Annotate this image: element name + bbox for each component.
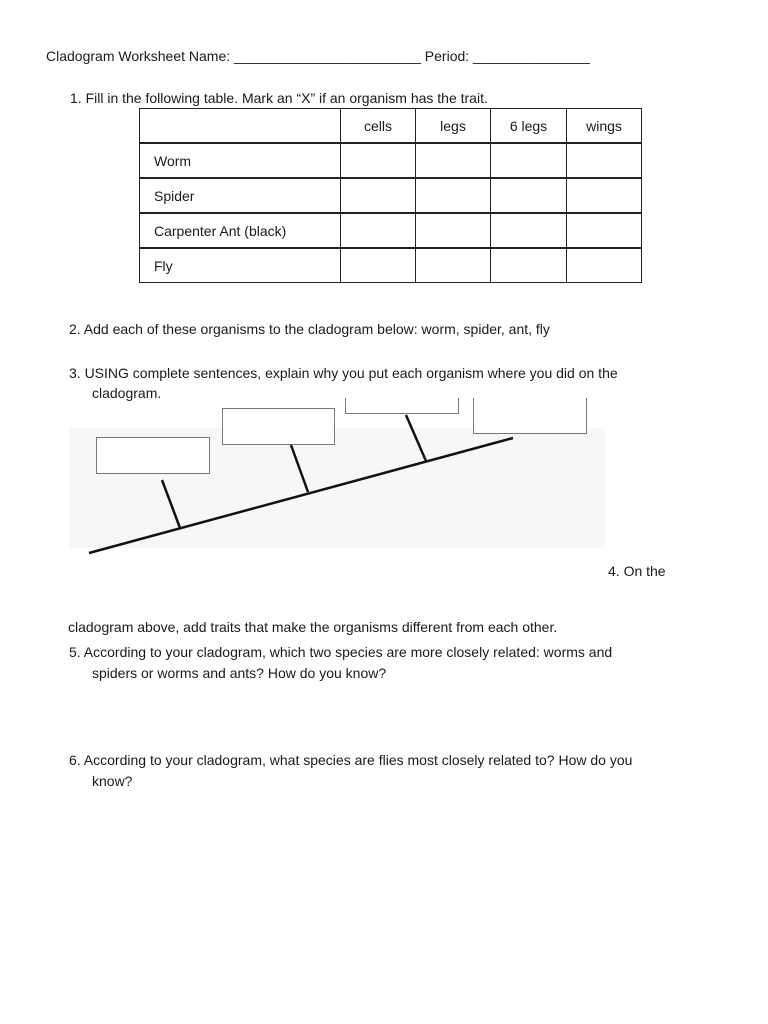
organism-cell: Worm [140, 143, 341, 178]
trait-checkbox-cell[interactable] [341, 248, 416, 283]
question-3-line-2: cladogram. [92, 385, 162, 401]
question-4-part-2: cladogram above, add traits that make the organisms different from each other. [68, 619, 558, 635]
header-cell-cells: cells [341, 109, 416, 144]
trait-checkbox-cell[interactable] [491, 248, 567, 283]
trait-checkbox-cell[interactable] [416, 178, 491, 213]
table-row [140, 143, 642, 178]
trait-checkbox-cell[interactable] [341, 178, 416, 213]
question-5-line-2: spiders or worms and ants? How do you know? [92, 665, 387, 681]
organism-cell: Carpenter Ant (black) [140, 213, 341, 248]
trait-checkbox-cell[interactable] [491, 178, 567, 213]
trait-checkbox-cell[interactable] [416, 213, 491, 248]
trait-checkbox-cell[interactable] [416, 143, 491, 178]
table-row [140, 178, 642, 213]
trait-checkbox-cell[interactable] [567, 178, 642, 213]
question-3-line-1: 3. USING complete sentences, explain why you put each organism where you did on the [69, 365, 618, 381]
question-6-line-2: know? [92, 773, 133, 789]
question-4-part-1: 4. On the [608, 563, 666, 579]
header-cell-organism [140, 109, 341, 144]
organism-cell: Spider [140, 178, 341, 213]
question-6-line-1: 6. According to your cladogram, what species are flies most closely related to? How do you [69, 752, 633, 768]
trait-checkbox-cell[interactable] [491, 143, 567, 178]
trait-checkbox-cell[interactable] [341, 143, 416, 178]
organism-box-4[interactable] [474, 398, 587, 434]
trait-checkbox-cell[interactable] [567, 248, 642, 283]
header-cell-6-legs: 6 legs [491, 109, 567, 144]
trait-checkbox-cell[interactable] [491, 213, 567, 248]
question-5-line-1: 5. According to your cladogram, which two species are more closely related: worms and [69, 644, 613, 660]
trait-checkbox-cell[interactable] [567, 143, 642, 178]
traits-table [139, 108, 642, 283]
organism-box-1[interactable] [97, 438, 210, 474]
trait-checkbox-cell[interactable] [567, 213, 642, 248]
cladogram-diagram [66, 398, 611, 560]
trait-checkbox-cell[interactable] [341, 213, 416, 248]
question-1: 1. Fill in the following table. Mark an “X” if an organism has the trait. [70, 90, 488, 106]
header-cell-wings: wings [567, 109, 642, 144]
table-header-row [140, 109, 642, 144]
table-row [140, 248, 642, 283]
worksheet-header: Cladogram Worksheet Name: ________________________ Period: _______________ [46, 48, 590, 64]
trait-checkbox-cell[interactable] [416, 248, 491, 283]
organism-cell: Fly [140, 248, 341, 283]
organism-box-2[interactable] [223, 409, 335, 445]
table-row [140, 213, 642, 248]
question-2: 2. Add each of these organisms to the cladogram below: worm, spider, ant, fly [69, 321, 550, 337]
organism-box-3[interactable] [346, 398, 459, 414]
header-cell-legs: legs [416, 109, 491, 144]
